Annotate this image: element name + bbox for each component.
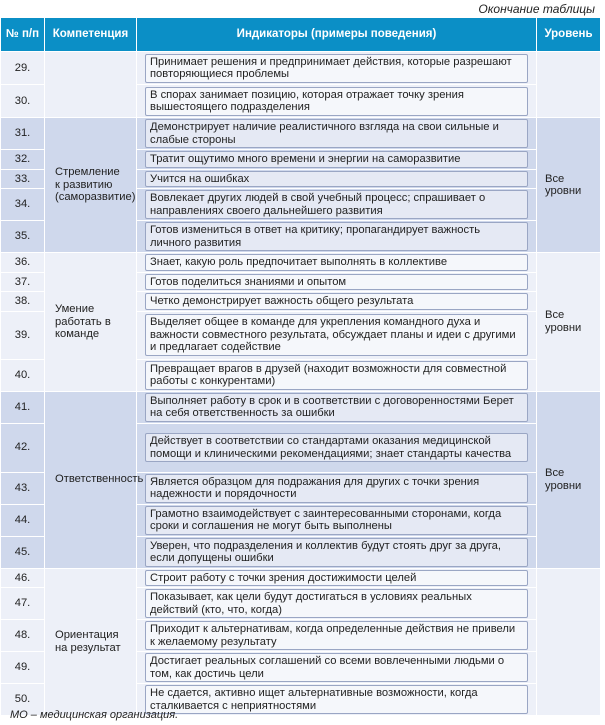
- row-number: 48.: [1, 620, 45, 652]
- table-row: [1, 52, 601, 85]
- row-number: 37.: [1, 272, 45, 292]
- indicator-cell: [137, 253, 537, 273]
- row-number: 46.: [1, 568, 45, 588]
- indicator-text: Не сдается, активно ищет альтернативные возможности, когда сталкивается с неприятностями: [145, 685, 528, 714]
- indicator-cell: [137, 620, 537, 652]
- row-number: 32.: [1, 150, 45, 170]
- indicator-text: Показывает, как цели будут достигаться в условиях реальных действий (кто, что, когда): [145, 589, 528, 618]
- row-number: 41.: [1, 391, 45, 423]
- footnote: МО – медицинская организация.: [10, 709, 179, 721]
- row-number: 38.: [1, 292, 45, 312]
- indicator-text: Является образцом для подражания для других с точки зрения надежности и порядочности: [145, 474, 528, 503]
- row-number: 31.: [1, 118, 45, 150]
- level-cell: [537, 568, 601, 716]
- indicator-text: Уверен, что подразделения и коллектив будут стоять друг за друга, если допущены ошибки: [145, 538, 528, 567]
- table-body: [1, 52, 601, 716]
- competence-table: [0, 17, 601, 716]
- level-cell: Все уровни: [537, 118, 601, 253]
- row-number: 35.: [1, 221, 45, 253]
- table-row: [1, 568, 601, 588]
- indicator-cell: [137, 472, 537, 504]
- row-number: 43.: [1, 472, 45, 504]
- indicator-cell: [137, 359, 537, 391]
- row-number: 29.: [1, 52, 45, 85]
- indicator-cell: [137, 652, 537, 684]
- indicator-cell: [137, 169, 537, 189]
- row-number: 42.: [1, 423, 45, 472]
- row-number: 39.: [1, 311, 45, 359]
- row-number: 49.: [1, 652, 45, 684]
- indicator-text: Готов поделиться знаниями и опытом: [145, 274, 528, 291]
- indicator-cell: [137, 536, 537, 568]
- competence-cell: Стремление к развитию (саморазвитие): [45, 118, 137, 253]
- header-indicators: Индикаторы (примеры поведения): [137, 18, 537, 52]
- header-num: № п/п: [1, 18, 45, 52]
- indicator-cell: [137, 504, 537, 536]
- indicator-text: Демонстрирует наличие реалистичного взгляда на свои сильные и слабые стороны: [145, 119, 528, 148]
- table-row: [1, 118, 601, 150]
- indicator-cell: [137, 221, 537, 253]
- row-number: 34.: [1, 189, 45, 221]
- indicator-cell: [137, 588, 537, 620]
- indicator-cell: [137, 311, 537, 359]
- indicator-cell: [137, 118, 537, 150]
- indicator-text: Четко демонстрирует важность общего результата: [145, 293, 528, 310]
- row-number: 44.: [1, 504, 45, 536]
- indicator-text: Вовлекает других людей в свой учебный процесс; спрашивает о направлениях своего дальнейшего развития: [145, 190, 528, 219]
- level-cell: [537, 52, 601, 118]
- indicator-text: Выполняет работу в срок и в соответствии с договоренностями Берет на себя ответственность за ошибки: [145, 393, 528, 422]
- level-cell: Все уровни: [537, 391, 601, 568]
- indicator-text: Приходит к альтернативам, когда определенные действия не привели к желаемому результату: [145, 621, 528, 650]
- competence-cell: Ответственность: [45, 391, 137, 568]
- indicator-text: Выделяет общее в команде для укрепления командного духа и важности совместного результата, обсуждает планы и идеи с другими и предлагает содействие: [145, 314, 528, 356]
- indicator-text: Действует в соответствии со стандартами оказания медицинской помощи и клиническими рекомендациями; знает стандарты качества: [145, 433, 528, 462]
- indicator-text: Учится на ошибках: [145, 171, 528, 188]
- indicator-cell: [137, 568, 537, 588]
- row-number: 40.: [1, 359, 45, 391]
- indicator-cell: [137, 150, 537, 170]
- indicator-text: Превращает врагов в друзей (находит возможности для совместной работы с конкурентами): [145, 361, 528, 390]
- indicator-text: Достигает реальных соглашений со всеми вовлеченными людьми о том, как достичь цели: [145, 653, 528, 682]
- competence-cell: Ориентация на результат: [45, 568, 137, 716]
- indicator-text: Тратит ощутимо много времени и энергии на саморазвитие: [145, 151, 528, 168]
- indicator-cell: [137, 272, 537, 292]
- indicator-text: Строит работу с точки зрения достижимости целей: [145, 570, 528, 587]
- row-number: 47.: [1, 588, 45, 620]
- header-competence: Компетенция: [45, 18, 137, 52]
- indicator-text: Грамотно взаимодействует с заинтересованными сторонами, когда сроки и соглашения не могут быть выполнены: [145, 506, 528, 535]
- indicator-text: Знает, какую роль предпочитает выполнять в коллективе: [145, 254, 528, 271]
- table-row: [1, 253, 601, 273]
- table-row: [1, 391, 601, 423]
- indicator-cell: [137, 292, 537, 312]
- indicator-text: Принимает решения и предпринимает действия, которые разрешают повторяющиеся проблемы: [145, 54, 528, 83]
- indicator-cell: [137, 52, 537, 85]
- table-caption: Окончание таблицы: [478, 2, 595, 16]
- row-number: 30.: [1, 85, 45, 118]
- header-level: Уровень: [537, 18, 601, 52]
- indicator-text: Готов измениться в ответ на критику; пропагандирует важность личного развития: [145, 222, 528, 251]
- indicator-cell: [137, 189, 537, 221]
- competence-cell: [45, 52, 137, 118]
- indicator-cell: [137, 423, 537, 472]
- row-number: 33.: [1, 169, 45, 189]
- indicator-text: В спорах занимает позицию, которая отражает точку зрения вышестоящего подразделения: [145, 87, 528, 116]
- level-cell: Все уровни: [537, 253, 601, 392]
- indicator-cell: [137, 85, 537, 118]
- indicator-cell: [137, 391, 537, 423]
- row-number: 45.: [1, 536, 45, 568]
- indicator-cell: [137, 684, 537, 716]
- row-number: 36.: [1, 253, 45, 273]
- table-header-row: [1, 18, 601, 52]
- competence-cell: Умение работать в команде: [45, 253, 137, 392]
- row-number: 50.: [1, 684, 45, 716]
